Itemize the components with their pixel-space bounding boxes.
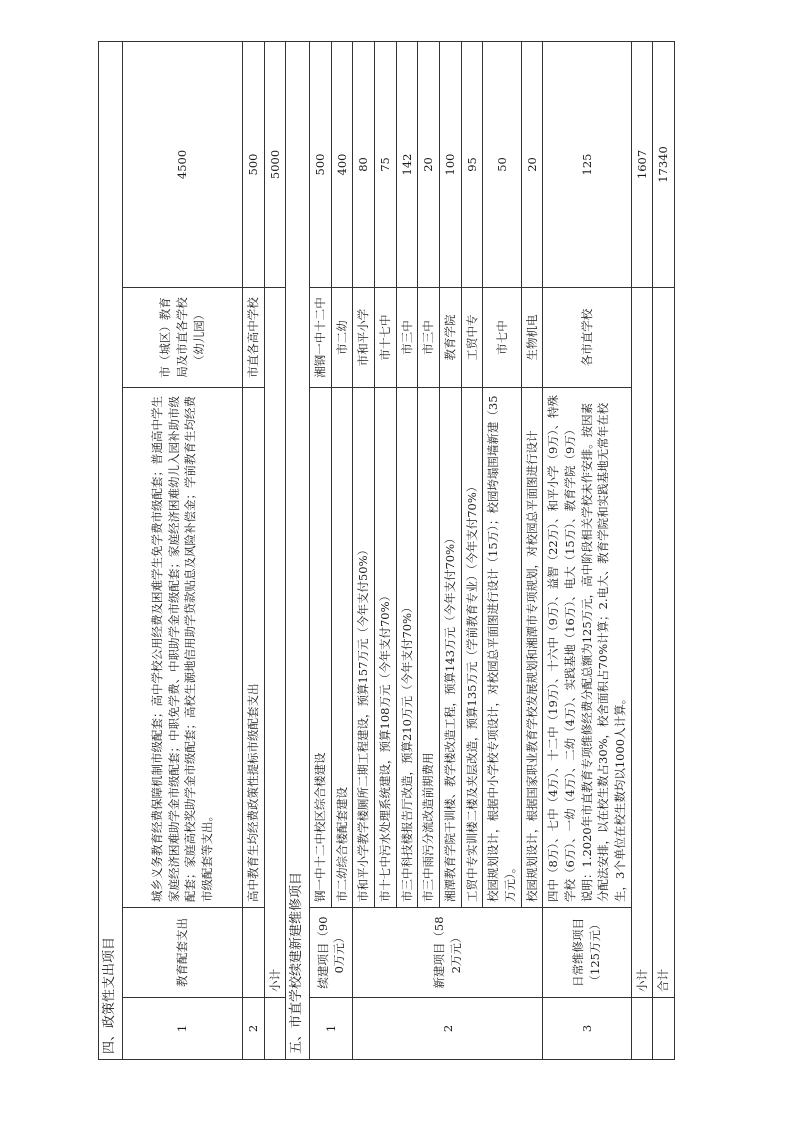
section5-title: 五、市直学校续建新建维修项目 xyxy=(286,41,310,1059)
subtotal-label: 小计 xyxy=(631,288,653,998)
executing-unit: 市十七中 xyxy=(375,288,397,388)
executing-unit: 湘钢一中十二中 xyxy=(310,288,332,388)
project-description: 湘潭教育学院干训楼、教学楼改造工程，预算143万元（今年支付70%） xyxy=(440,388,462,908)
executing-unit: 市和平小学 xyxy=(353,288,375,388)
project-note: 说明：1.2020年市直教育专项维修经费分配总额为125万元，高中阶段相关学校未作安排。按因素分配法安排，以在校生数占30%，校舍面积占70%计算；2.电大、教育学院和实践基地无常年在校生，3个单位在校生数均以1000人计算。 xyxy=(579,402,628,902)
section4-title: 四、政策性支出项目 xyxy=(99,41,123,1059)
subtotal-row xyxy=(264,41,286,1059)
table-row xyxy=(461,41,483,1059)
amount: 75 xyxy=(375,41,397,287)
project-description: 高中教育生均经费政策性提标市级配套支出 xyxy=(242,388,264,908)
table-row xyxy=(122,41,242,1059)
executing-unit: 市三中 xyxy=(396,288,418,388)
project-description: 市二幼综合楼配套建设 xyxy=(331,388,353,908)
subtotal-amount: 1607 xyxy=(631,41,653,287)
executing-unit: 教育学院 xyxy=(440,288,462,388)
amount: 20 xyxy=(521,41,543,287)
project-description: 工贸中专实训楼二楼及夹层改造，预算135万元（学前教育专业）（今年支付70%） xyxy=(461,388,483,908)
table-row xyxy=(242,41,264,1059)
row-number: 2 xyxy=(242,998,264,1060)
budget-table xyxy=(98,41,675,1060)
total-amount: 17340 xyxy=(653,41,675,287)
amount: 80 xyxy=(353,41,375,287)
executing-unit: 生物机电 xyxy=(521,288,543,388)
executing-unit: 市七中 xyxy=(483,288,521,388)
project-description: 钢一中十二中校区综合楼建设 xyxy=(310,388,332,908)
total-row xyxy=(653,41,675,1059)
table-row xyxy=(353,41,375,1059)
amount: 500 xyxy=(242,41,264,287)
project-description: 市三中雨污分流改造前期费用 xyxy=(418,388,440,908)
executing-unit: 市三中 xyxy=(418,288,440,388)
executing-unit: 市（城区）教育局及市直各学校（幼儿园） xyxy=(122,288,242,388)
table-row xyxy=(310,41,332,1059)
amount: 50 xyxy=(483,41,521,287)
subtotal-row xyxy=(631,41,653,1059)
amount: 400 xyxy=(331,41,353,287)
project-name: 教育配套支出 xyxy=(122,908,242,998)
table-row xyxy=(375,41,397,1059)
project-description: 市和平小学教学楼厕所二期工程建设，预算157万元（今年支付50%） xyxy=(353,388,375,908)
group-name: 续建项目（900万元） xyxy=(310,908,353,998)
group-name: 日常维修项目（125万元） xyxy=(543,908,631,998)
table-row xyxy=(521,41,543,1059)
project-description: 市十七中污水处理系统建设，预算108万元（今年支付70%） xyxy=(375,388,397,908)
amount: 100 xyxy=(440,41,462,287)
executing-unit: 各市直学校 xyxy=(543,288,631,388)
amount: 125 xyxy=(543,41,631,287)
table-row xyxy=(483,41,521,1059)
table-row xyxy=(543,41,631,1059)
table-row xyxy=(396,41,418,1059)
project-description: 市三中科技楼报告厅改造，预算210万元（今年支付70%） xyxy=(396,388,418,908)
table-row xyxy=(440,41,462,1059)
total-label: 合计 xyxy=(653,288,675,998)
amount: 95 xyxy=(461,41,483,287)
project-description: 校园规划设计，根据中小学校专项设计，对校园总平面图进行设计（15万）；校园垮塌围墙新建（35万元）。 xyxy=(483,388,521,908)
section4-header-row xyxy=(99,41,123,1059)
project-description-cell xyxy=(543,388,631,908)
subtotal-amount: 5000 xyxy=(264,41,286,287)
project-description: 校园规划设计，根据国家职业教育学校发展规划和湘潭市专项规划，对校园总平面图进行设计 xyxy=(521,388,543,908)
group-name: 新建项目（582万元） xyxy=(353,908,543,998)
executing-unit: 工贸中专 xyxy=(461,288,483,388)
amount: 500 xyxy=(310,41,332,287)
project-description: 四中（8万）、七中（4万）、十二中（19万）、十六中（9万）、益智（22万）、和平小学（9万）、特殊学校（6万）、一幼（4万）、二幼（4万）、实践基地（16万）、电大（15万）、教育学院（9万） xyxy=(546,394,578,902)
project-description: 城乡义务教育经费保障机制市级配套；高中学校公用经费及困难学生免学费市级配套；普通高中学生家庭经济困难助学金市级配套；中职免学费、中职助学金市级配套；家庭经济困难幼儿入园补助市级配套；家庭高校奖助学金市级配套；高校生源地信用助学贷款贴息及风险补偿金；学前教育生均经费市级配套等支出。 xyxy=(122,388,242,908)
subtotal-label: 小计 xyxy=(264,288,286,998)
amount: 20 xyxy=(418,41,440,287)
section5-header-row xyxy=(286,41,310,1059)
project-name xyxy=(242,908,264,998)
amount: 4500 xyxy=(122,41,242,287)
table-row xyxy=(331,41,353,1059)
group-number: 2 xyxy=(353,998,543,1060)
executing-unit: 市直各高中学校 xyxy=(242,288,264,388)
amount: 142 xyxy=(396,41,418,287)
row-number: 1 xyxy=(122,998,242,1060)
group-number: 1 xyxy=(310,998,353,1060)
table-row xyxy=(418,41,440,1059)
group-number: 3 xyxy=(543,998,631,1060)
executing-unit: 市二幼 xyxy=(331,288,353,388)
